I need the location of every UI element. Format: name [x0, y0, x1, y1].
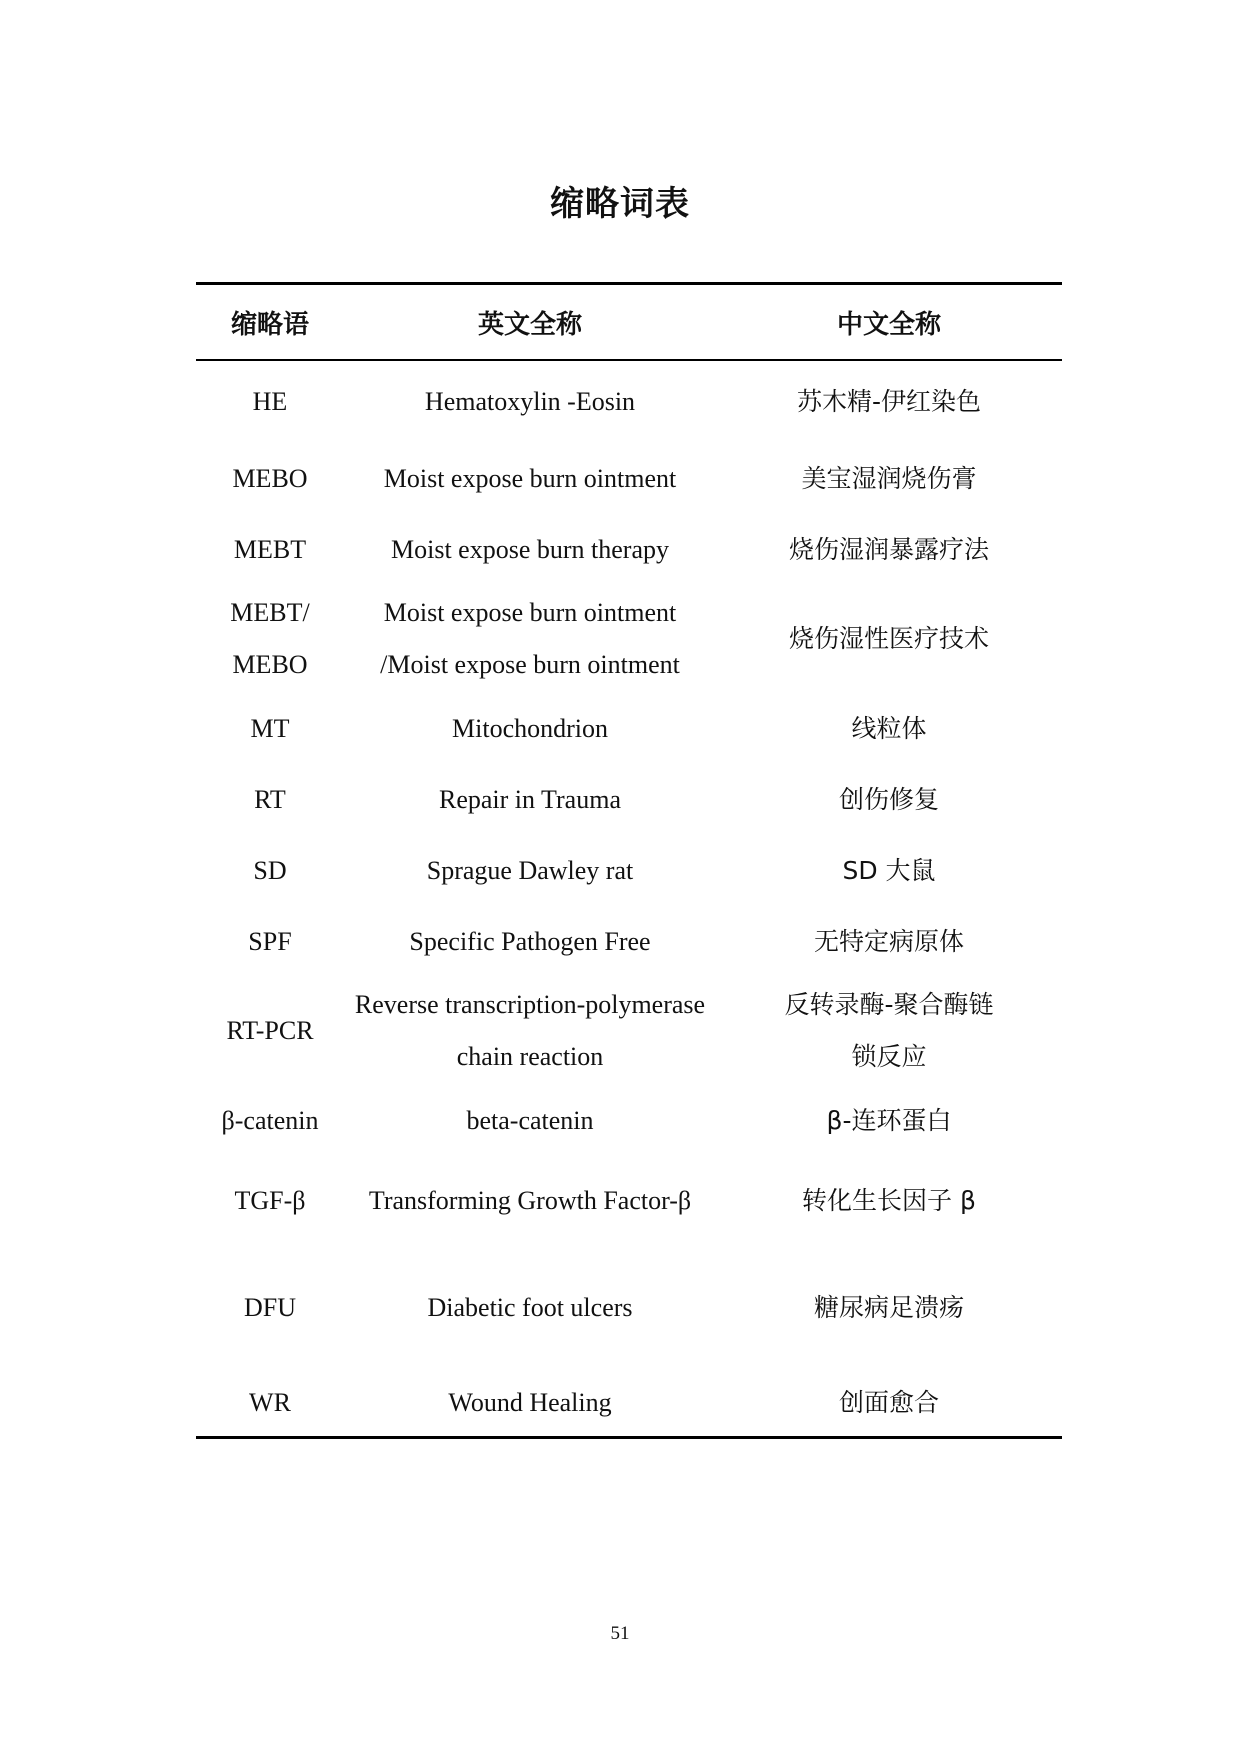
chinese-name-cell [716, 360, 1062, 443]
english-name-text: Reverse transcription-polymerase [354, 990, 706, 1019]
chinese-name-text: 美宝湿润烧伤膏 [801, 463, 977, 493]
chinese-name-text: SD 大鼠 [842, 855, 936, 885]
page-title: 缩略词表 [550, 184, 690, 224]
english-name-text: Mitochondrion [452, 713, 608, 743]
chinese-name-text: 烧伤湿性医疗技术 [788, 624, 989, 653]
abbreviation-cell [196, 1370, 344, 1438]
chinese-name-text: 反转录酶-聚合酶链 [784, 990, 994, 1019]
abbreviation-text: MEBT/ [230, 598, 310, 627]
abbreviation-text: MEBT [233, 534, 307, 564]
abbreviation-cell [196, 443, 344, 514]
chinese-name-cell [716, 693, 1062, 764]
english-name-text: Specific Pathogen Free [409, 926, 651, 956]
english-name-cell [344, 1370, 716, 1438]
english-name-text: Hematoxylin -Eosin [424, 387, 636, 416]
chinese-name-text: 锁反应 [851, 1042, 927, 1071]
abbreviation-cell [196, 1085, 344, 1156]
chinese-name-cell [716, 835, 1062, 906]
abbreviation-table [196, 282, 1062, 1439]
chinese-name-cell [716, 977, 1062, 1085]
english-name-text: Diabetic foot ulcers [427, 1293, 633, 1322]
english-name-text: Moist expose burn ointment [383, 598, 677, 627]
abbreviation-cell [196, 360, 344, 443]
table-row [196, 764, 1062, 835]
english-name-text: beta-catenin [466, 1105, 594, 1135]
header-chinese-name: 中文全称 [716, 284, 1062, 361]
abbreviation-cell [196, 1156, 344, 1246]
abbreviation-text: SD [253, 855, 287, 885]
abbreviation-cell [196, 585, 344, 693]
abbreviation-cell [196, 906, 344, 977]
abbreviation-text: HE [252, 387, 288, 416]
english-name-text: Moist expose burn therapy [390, 534, 669, 564]
abbreviation-cell [196, 977, 344, 1085]
abbreviation-cell [196, 514, 344, 585]
header-english-name: 英文全称 [344, 284, 716, 361]
abbreviation-text: RT-PCR [226, 1016, 314, 1045]
table-row [196, 360, 1062, 443]
abbreviation-text: MEBO [232, 650, 308, 679]
english-name-cell [344, 1156, 716, 1246]
table-row [196, 693, 1062, 764]
abbreviation-cell [196, 693, 344, 764]
english-name-cell [344, 906, 716, 977]
abbreviation-cell [196, 1246, 344, 1370]
english-name-text: Wound Healing [448, 1388, 612, 1417]
english-name-cell [344, 1246, 716, 1370]
abbreviation-text: MT [250, 713, 290, 743]
english-name-cell [344, 585, 716, 693]
english-name-cell [344, 1085, 716, 1156]
chinese-name-cell [716, 1156, 1062, 1246]
header-abbreviation: 缩略语 [196, 284, 344, 361]
abbreviation-cell [196, 835, 344, 906]
english-name-cell [344, 835, 716, 906]
chinese-name-cell [716, 906, 1062, 977]
table-row [196, 1085, 1062, 1156]
chinese-name-cell [716, 1246, 1062, 1370]
english-name-cell [344, 764, 716, 835]
english-name-cell [344, 360, 716, 443]
table-row [196, 443, 1062, 514]
chinese-name-text: 无特定病原体 [813, 926, 964, 956]
abbreviation-text: SPF [248, 926, 292, 956]
table-row [196, 906, 1062, 977]
table-row [196, 1370, 1062, 1438]
abbreviation-cell [196, 764, 344, 835]
abbreviation-text: TGF-β [234, 1186, 306, 1215]
abbreviation-text: MEBO [232, 463, 308, 493]
chinese-name-cell [716, 1370, 1062, 1438]
table-row [196, 1156, 1062, 1246]
abbreviation-text: DFU [243, 1293, 296, 1322]
chinese-name-text: 转化生长因子 β [802, 1186, 976, 1215]
chinese-name-cell [716, 585, 1062, 693]
chinese-name-text: 糖尿病足溃疡 [813, 1293, 964, 1322]
english-name-cell [344, 977, 716, 1085]
chinese-name-text: β-连环蛋白 [826, 1105, 952, 1135]
chinese-name-text: 创伤修复 [838, 784, 939, 814]
table-row [196, 1246, 1062, 1370]
english-name-text: Moist expose burn ointment [383, 463, 677, 493]
chinese-name-cell [716, 1085, 1062, 1156]
page-number: 51 [610, 1623, 630, 1644]
english-name-text: Transforming Growth Factor-β [368, 1186, 692, 1215]
table-row [196, 977, 1062, 1085]
table-row [196, 835, 1062, 906]
english-name-text: /Moist expose burn ointment [380, 650, 680, 679]
chinese-name-cell [716, 443, 1062, 514]
abbreviation-text: WR [249, 1388, 291, 1417]
english-name-text: Repair in Trauma [439, 784, 621, 814]
chinese-name-text: 烧伤湿润暴露疗法 [788, 534, 989, 564]
table-row [196, 585, 1062, 693]
chinese-name-cell [716, 514, 1062, 585]
table-row [196, 514, 1062, 585]
chinese-name-text: 创面愈合 [838, 1388, 939, 1417]
english-name-cell [344, 514, 716, 585]
chinese-name-cell [716, 764, 1062, 835]
chinese-name-text: 苏木精-伊红染色 [796, 387, 982, 416]
english-name-cell [344, 693, 716, 764]
table-header-row [196, 284, 1062, 361]
english-name-cell [344, 443, 716, 514]
chinese-name-text: 线粒体 [851, 713, 927, 743]
english-name-text: chain reaction [456, 1042, 604, 1071]
english-name-text: Sprague Dawley rat [426, 855, 634, 885]
abbreviation-text: RT [254, 784, 286, 814]
abbreviation-text: β-catenin [221, 1105, 319, 1135]
